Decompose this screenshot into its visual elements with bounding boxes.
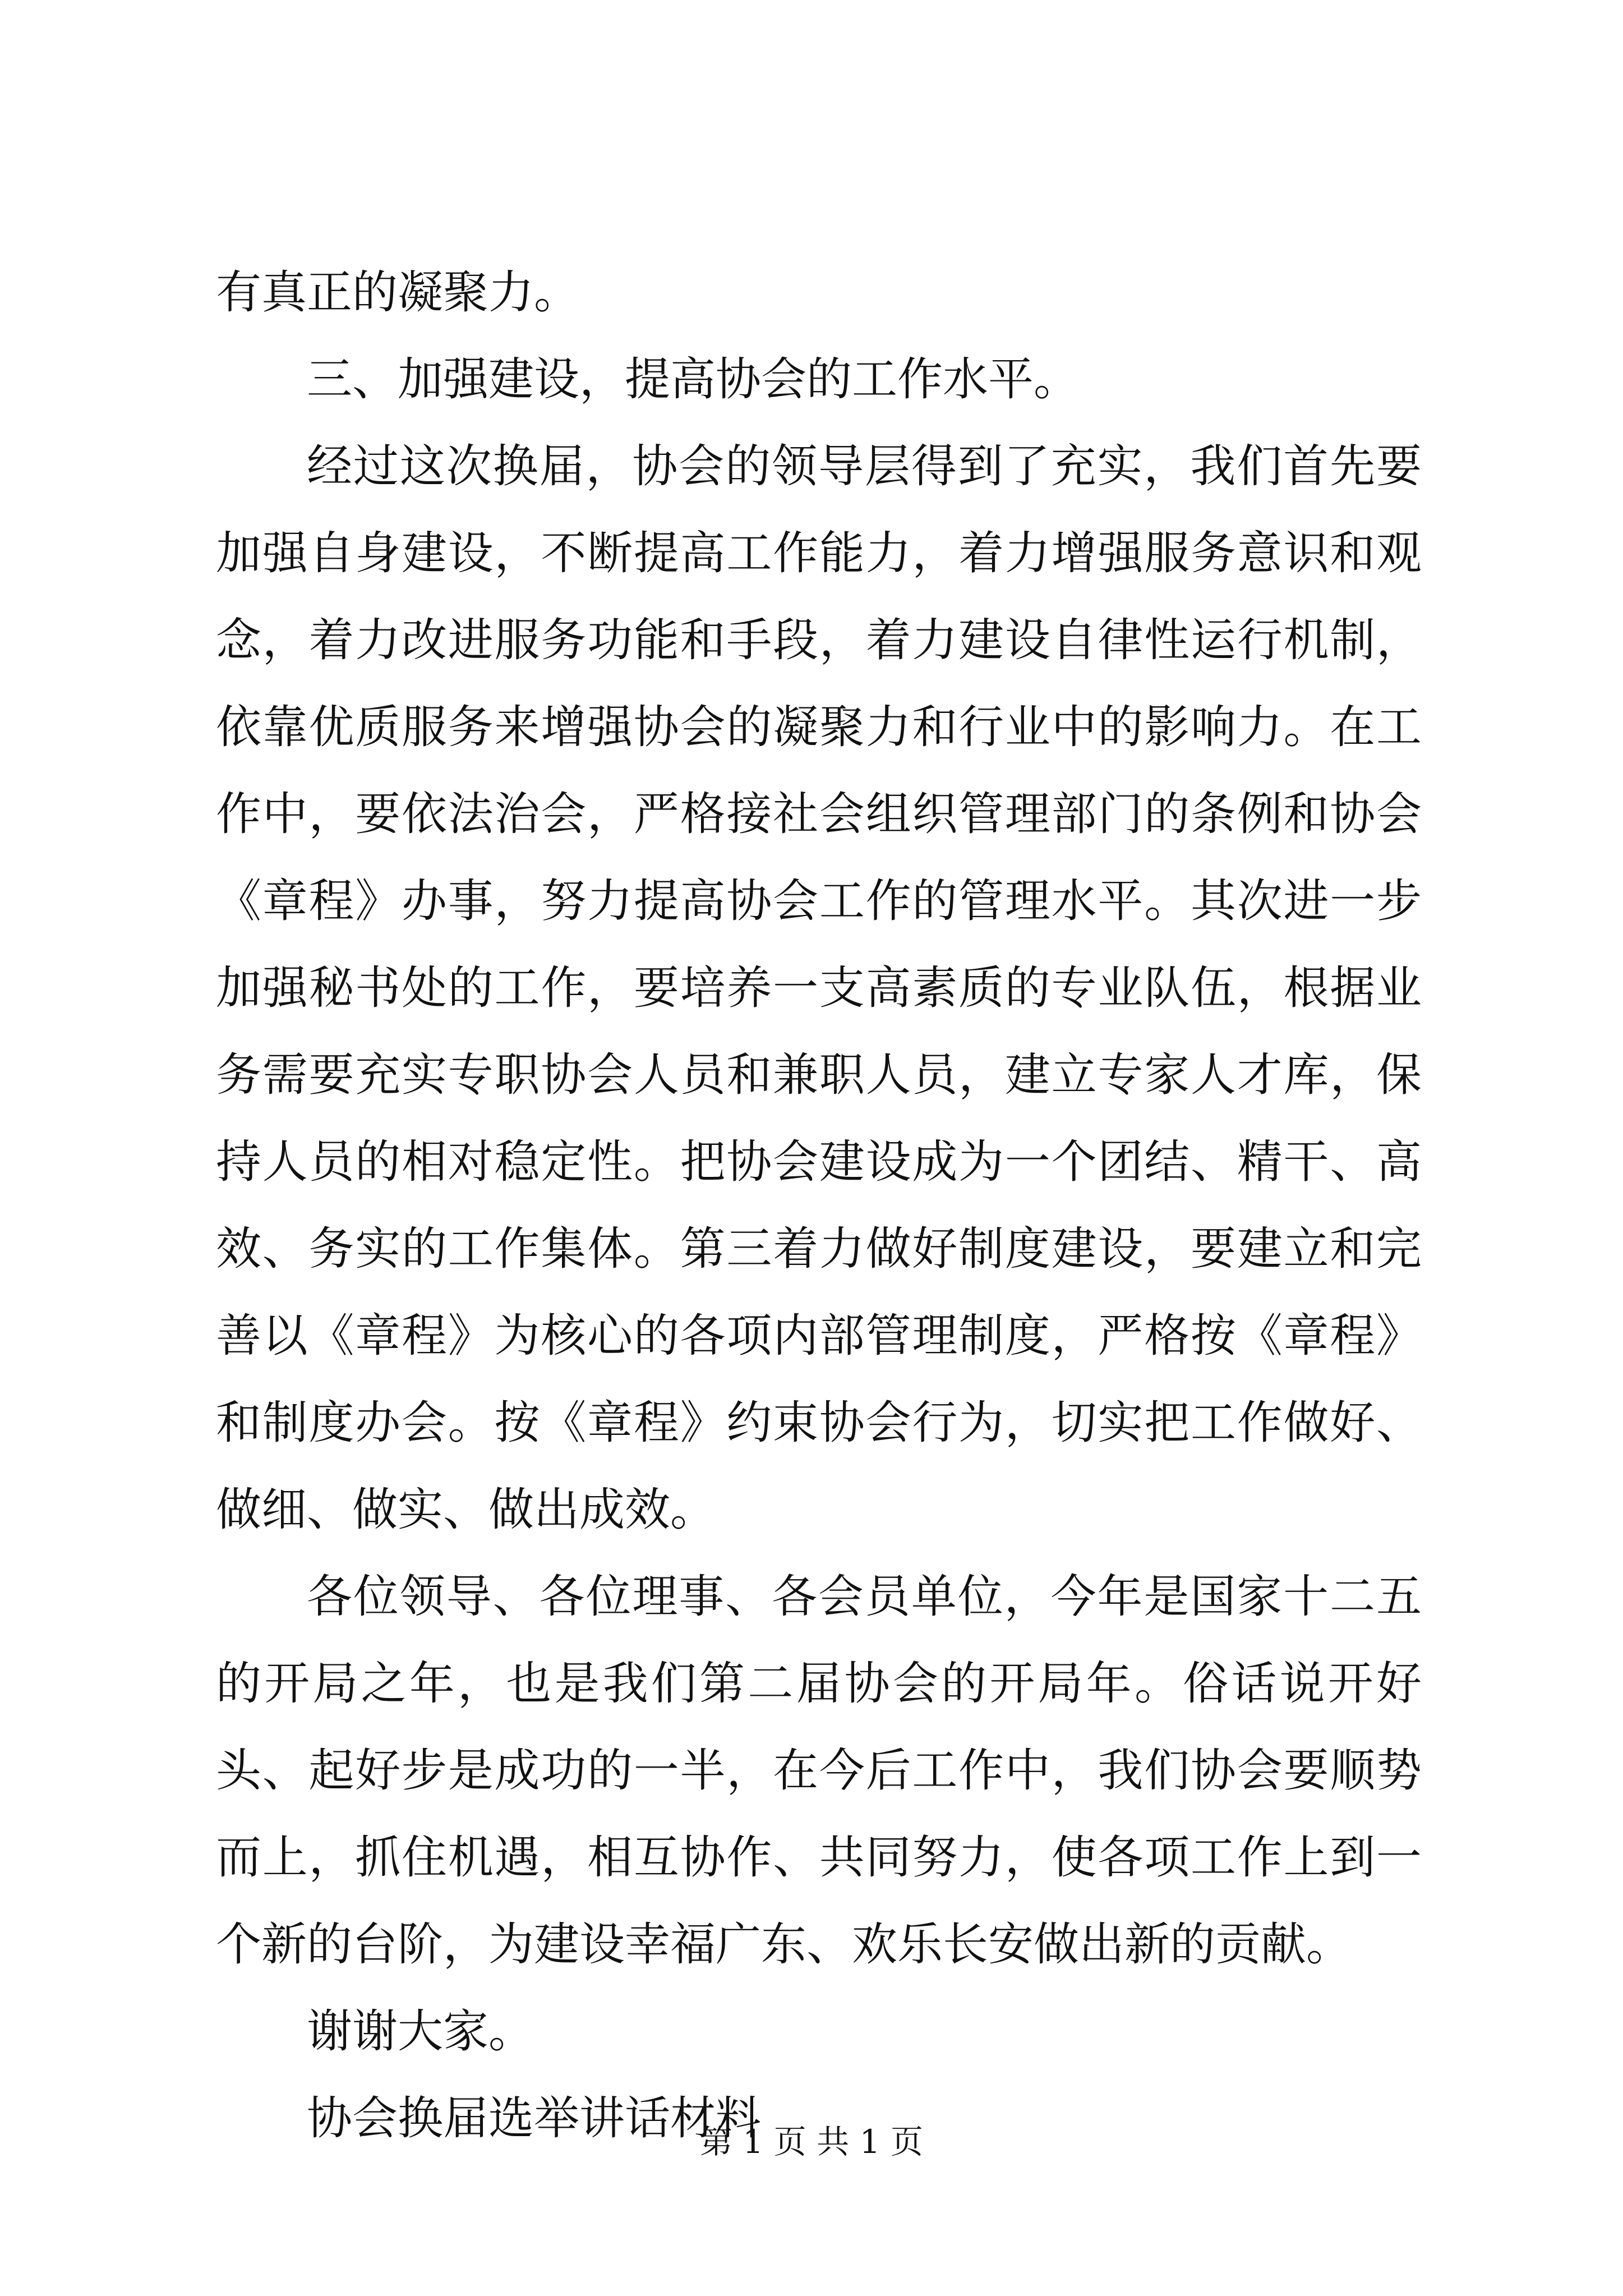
page-number: 第 1 页 共 1 页 [700,2123,923,2161]
document-body [216,250,1422,2162]
paragraph-body: 经过这次换届，协会的领导层得到了充实，我们首先要加强自身建设，不断提高工作能力，着力增强服务意识和观念，着力改进服务功能和手段，着力建设自律性运行机制，依靠优质服务来增强协会的凝聚力和行业中的影响力。在工作中，要依法治会，严格接社会组织管理部门的条例和协会《章程》办事，努力提高协会工作的管理水平。其次进一步加强秘书处的工作，要培养一支高素质的专业队伍，根据业务需要充实专职协会人员和兼职人员，建立专家人才库，保持人员的相对稳定性。把协会建设成为一个团结、精干、高效、务实的工作集体。第三着力做好制度建设，要建立和完善以《章程》为核心的各项内部管理制度，严格按《章程》和制度办会。按《章程》约束协会行为，切实把工作做好、做细、做实、做出成效。 [216,440,1422,1536]
page-footer [0,2119,1623,2164]
section-heading: 三、加强建设，提高协会的工作水平。 [307,353,1080,406]
paragraph-closing: 各位领导、各位理事、各会员单位，今年是国家十二五的开局之年，也是我们第二届协会的开局年。俗话说开好头、起好步是成功的一半，在今后工作中，我们协会要顺势而上，抓住机遇，相互协作、共同努力，使各项工作上到一个新的台阶，为建设幸福广东、欢乐长安做出新的贡献。 [216,1571,1422,1971]
paragraph-continuation: 有真正的凝聚力。 [216,266,580,319]
paragraph-thanks: 谢谢大家。 [307,2005,534,2058]
document-title-line: 协会换届选举讲话材料 [307,2092,762,2145]
